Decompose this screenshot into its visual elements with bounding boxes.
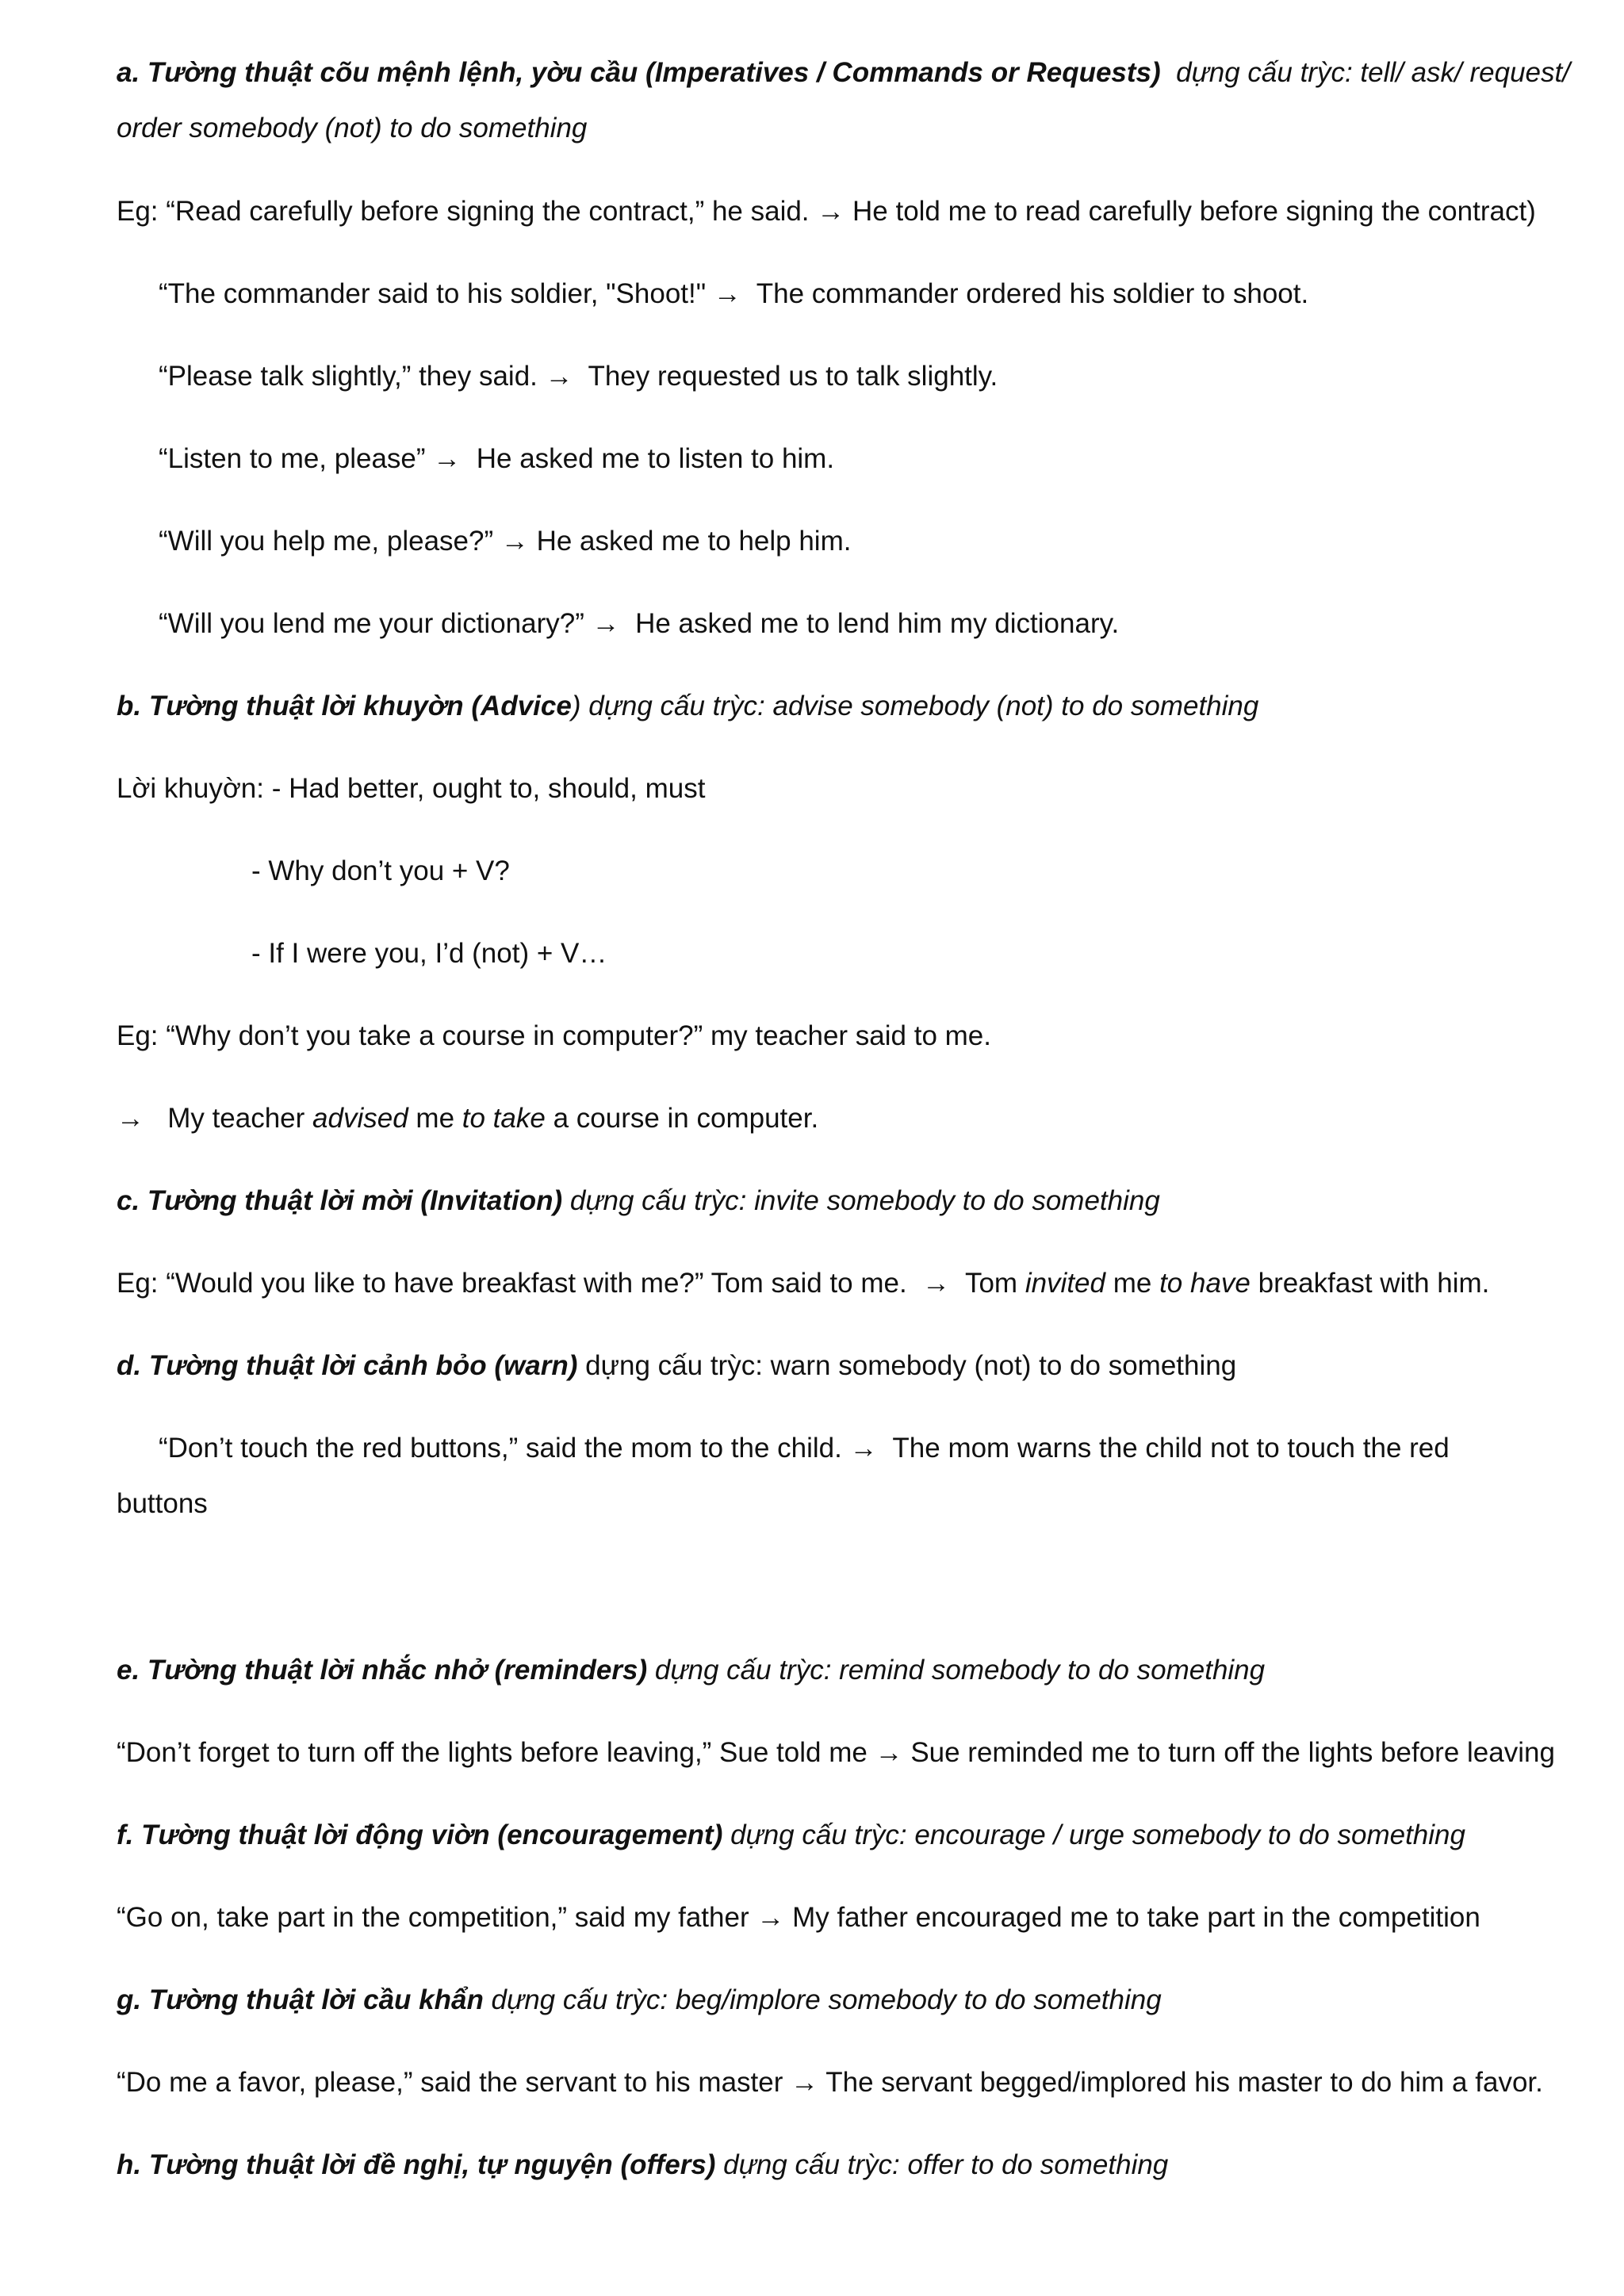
heading-rest: dựng cấu trỳc: beg/implore somebody to do something — [483, 1984, 1162, 2015]
example-report: He asked me to help him. — [536, 526, 852, 557]
example-line — [117, 1900, 1480, 1935]
example-report: The commander ordered his soldier to shoot. — [756, 278, 1309, 309]
example-report-infinitive: to have — [1159, 1268, 1251, 1299]
right-arrow-icon: → — [922, 1268, 951, 1299]
example-quote: “Don’t touch the red buttons,” said the mom to the child. — [159, 1433, 842, 1464]
example-line — [117, 2065, 1543, 2100]
advice-list-label: Lời khuyờn: - Had better, ought to, should, must — [117, 773, 706, 804]
example-report-part: a course in computer. — [545, 1103, 819, 1134]
example-quote: Eg: “Would you like to have breakfast with me?” Tom said to me. — [117, 1268, 907, 1299]
example-report: He asked me to listen to him. — [476, 443, 835, 474]
example-quote: “Do me a favor, please,” said the servant to his master — [117, 2067, 783, 2098]
heading-rest: dựng cấu trỳc: encourage / urge somebody to do something — [722, 1820, 1465, 1850]
example-line — [159, 442, 834, 476]
example-report-part: breakfast with him. — [1250, 1268, 1490, 1299]
example-report-part: me — [408, 1103, 462, 1134]
section-e-heading — [117, 1653, 1265, 1688]
heading-rest: dựng cấu trỳc: offer to do something — [715, 2149, 1169, 2180]
example-quote: “Listen to me, please” — [159, 443, 426, 474]
example-quote: “Please talk slightly,” they said. — [159, 361, 538, 392]
heading-rest: dựng cấu trỳc: remind somebody to do something — [647, 1655, 1266, 1686]
heading-bold: c. Tường thuật lời mời (Invitation) — [117, 1185, 563, 1216]
example-report-verb: invited — [1025, 1268, 1105, 1299]
section-h-heading — [117, 2148, 1168, 2183]
example-quote: “Don’t forget to turn off the lights before leaving,” Sue told me — [117, 1737, 868, 1768]
section-d-heading — [117, 1349, 1236, 1383]
example-report-verb: advised — [312, 1103, 408, 1134]
advice-list-item: - Why don’t you + V? — [251, 855, 510, 886]
heading-bold: g. Tường thuật lời cầu khẩn — [117, 1984, 484, 2015]
example-line — [159, 359, 998, 394]
example-report-part: me — [1105, 1268, 1160, 1299]
example-report: He told me to read carefully before signing the contract) — [852, 196, 1536, 227]
right-arrow-icon: → — [592, 608, 620, 639]
example-quote: Eg: “Read carefully before signing the contract,” he said. — [117, 196, 810, 227]
heading-bold: b. Tường thuật lời khuyờn (Advice — [117, 691, 572, 721]
example-quote: “The commander said to his soldier, "Shoot!" — [159, 278, 707, 309]
example-line — [117, 1266, 1489, 1301]
example-quote: “Go on, take part in the competition,” said my father — [117, 1902, 749, 1933]
right-arrow-icon: → — [713, 278, 741, 309]
heading-bold: e. Tường thuật lời nhắc nhở (reminders) — [117, 1655, 648, 1686]
example-report-cont: buttons — [117, 1488, 208, 1519]
example-report: He asked me to lend him my dictionary. — [635, 608, 1120, 639]
example-report: Sue reminded me to turn off the lights before leaving — [910, 1737, 1555, 1768]
heading-bold: f. Tường thuật lời động viờn (encouragement) — [117, 1820, 723, 1850]
right-arrow-icon: → — [117, 1103, 144, 1134]
right-arrow-icon: → — [791, 2067, 819, 2098]
advice-list-item: - If I were you, I’d (not) + V… — [251, 938, 607, 969]
example-line — [159, 1431, 1450, 1466]
example-report-part: My teacher — [167, 1103, 313, 1134]
example-report: The servant begged/implored his master to do him a favor. — [825, 2067, 1543, 2098]
section-a-heading — [117, 55, 1570, 90]
section-a-heading-cont: order somebody (not) to do something — [117, 113, 588, 144]
right-arrow-icon: → — [875, 1737, 903, 1768]
right-arrow-icon: → — [756, 1902, 785, 1933]
heading-rest: dựng cấu trỳc: invite somebody to do something — [562, 1185, 1160, 1216]
example-report-part: Tom — [964, 1268, 1025, 1299]
heading-bold: h. Tường thuật lời đề nghị, tự nguyện (offers) — [117, 2149, 716, 2180]
heading-rest: ) dựng cấu trỳc: advise somebody (not) to do something — [571, 691, 1259, 721]
example-report: They requested us to talk slightly. — [588, 361, 998, 392]
example-line — [117, 1735, 1555, 1770]
right-arrow-icon: → — [817, 196, 845, 227]
example-line — [159, 524, 851, 559]
heading-rest: dựng cấu trỳc: warn somebody (not) to do something — [577, 1350, 1237, 1381]
right-arrow-icon: → — [433, 443, 462, 474]
section-c-heading — [117, 1184, 1160, 1219]
heading-bold: d. Tường thuật lời cảnh bỏo (warn) — [117, 1350, 578, 1381]
section-f-heading — [117, 1818, 1465, 1853]
example-line — [159, 607, 1119, 641]
example-quote: “Will you help me, please?” — [159, 526, 494, 557]
right-arrow-icon: → — [849, 1433, 878, 1464]
heading-rest: dựng cấu trỳc: tell/ ask/ request/ — [1176, 57, 1570, 88]
section-b-heading — [117, 689, 1258, 724]
example-line — [159, 277, 1308, 312]
example-line — [117, 1101, 818, 1136]
example-report-infinitive: to take — [462, 1103, 546, 1134]
example-quote: “Will you lend me your dictionary?” — [159, 608, 584, 639]
example-report: My father encouraged me to take part in the competition — [792, 1902, 1480, 1933]
example-line — [117, 194, 1536, 229]
section-g-heading — [117, 1983, 1162, 2018]
right-arrow-icon: → — [545, 361, 573, 392]
example-quote: Eg: “Why don’t you take a course in computer?” my teacher said to me. — [117, 1020, 991, 1051]
heading-bold: a. Tường thuật cõu mệnh lệnh, yờu cầu (Imperatives / Commands or Requests) — [117, 57, 1161, 88]
example-report: The mom warns the child not to touch the red — [892, 1433, 1450, 1464]
right-arrow-icon: → — [500, 526, 529, 557]
